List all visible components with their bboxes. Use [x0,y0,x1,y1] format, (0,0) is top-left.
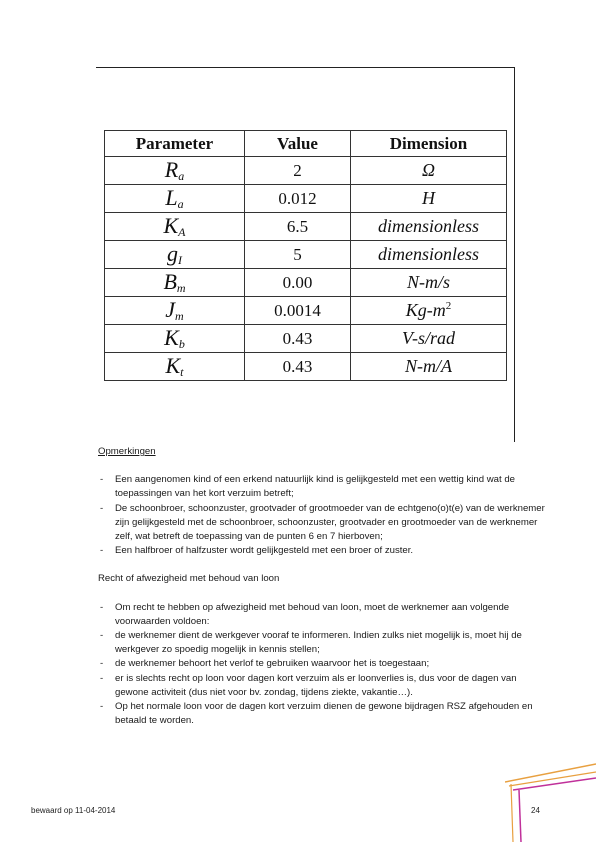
parameter-value: 6.5 [245,213,351,241]
parameter-dimension: dimensionless [351,213,507,241]
remarks-list [98,473,548,558]
deco-vertical-magenta [519,790,521,842]
table-row [105,353,507,381]
header-dimension: Dimension [351,131,507,157]
header-value: Value [245,131,351,157]
list-item: - Op het normale loon voor de dagen kort verzuim dienen de gewone bijdragen RSZ afgehouden en betaald te worden. [98,700,548,728]
table-row [105,157,507,185]
corner-decoration [505,762,596,842]
parameter-value: 0.00 [245,269,351,297]
deco-line-magenta [513,778,596,790]
parameter-dimension: N-m/A [351,353,507,381]
remarks-heading: Opmerkingen [98,446,156,457]
parameter-symbol: $K_b$ [105,325,245,353]
list-item: - Om recht te hebben op afwezigheid met behoud van loon, moet de werknemer aan volgende voorwaarden voldoen: [98,601,548,629]
body-text [98,445,548,728]
frame-top-line [96,67,514,68]
parameter-symbol: $K_t$ [105,353,245,381]
parameter-value: 5 [245,241,351,269]
parameter-symbol: $L_a$ [105,185,245,213]
page-number: 24 [531,806,540,815]
parameter-table [104,130,507,381]
parameter-dimension: V-s/rad [351,325,507,353]
parameter-symbol: $B_m$ [105,269,245,297]
parameter-symbol: $g_I$ [105,241,245,269]
parameter-value: 0.43 [245,353,351,381]
parameter-symbol: $J_m$ [105,297,245,325]
parameter-dimension: Ω [351,157,507,185]
parameter-value: 0.43 [245,325,351,353]
list-item: - Een halfbroer of halfzuster wordt gelijkgesteld met een broer of zuster. [98,544,548,558]
parameter-dimension: $Kg-m^2$ [351,297,507,325]
table-row [105,297,507,325]
parameter-value: 0.012 [245,185,351,213]
table-row [105,213,507,241]
header-parameter: Parameter [105,131,245,157]
table-header-row [105,131,507,157]
list-item: - de werknemer behoort het verlof te gebruiken waarvoor het is toegestaan; [98,657,548,671]
absence-list [98,601,548,729]
parameter-value: 0.0014 [245,297,351,325]
table-row [105,185,507,213]
parameter-dimension: N-m/s [351,269,507,297]
absence-heading: Recht of afwezigheid met behoud van loon [98,573,280,585]
list-item: - de werknemer dient de werkgever vooraf te informeren. Indien zulks niet mogelijk is, moet hij de werkgever zo spoedig mogelijk in kennis stellen; [98,629,548,657]
list-item: - Een aangenomen kind of een erkend natuurlijk kind is gelijkgesteld met een wettig kind wat de toepassingen van het kort verzuim betreft; [98,473,548,501]
list-item: - er is slechts recht op loon voor dagen kort verzuim als er loonverlies is, dus voor de dagen van gewone activiteit (dus niet voor bv. zondag, tijdens ziekte, vakantie…). [98,672,548,700]
frame-right-line [514,67,515,442]
deco-vertical-orange [511,784,513,842]
parameter-dimension: dimensionless [351,241,507,269]
list-item: - De schoonbroer, schoonzuster, grootvader of grootmoeder van de echtgeno(o)t(e) van de werknemer zijn gelijkgesteld met de schoonbroer, schoonzuster, grootvader en grootmoeder van de werknemer zelf, wat betreft de toepassing van de punten 6 en 7 hierboven; [98,502,548,545]
parameter-symbol: $K_A$ [105,213,245,241]
footer-date: bewaard op 11-04-2014 [31,806,116,815]
parameter-dimension: H [351,185,507,213]
parameter-symbol: $R_a$ [105,157,245,185]
table-row [105,269,507,297]
parameter-value: 2 [245,157,351,185]
table-row [105,241,507,269]
table-row [105,325,507,353]
